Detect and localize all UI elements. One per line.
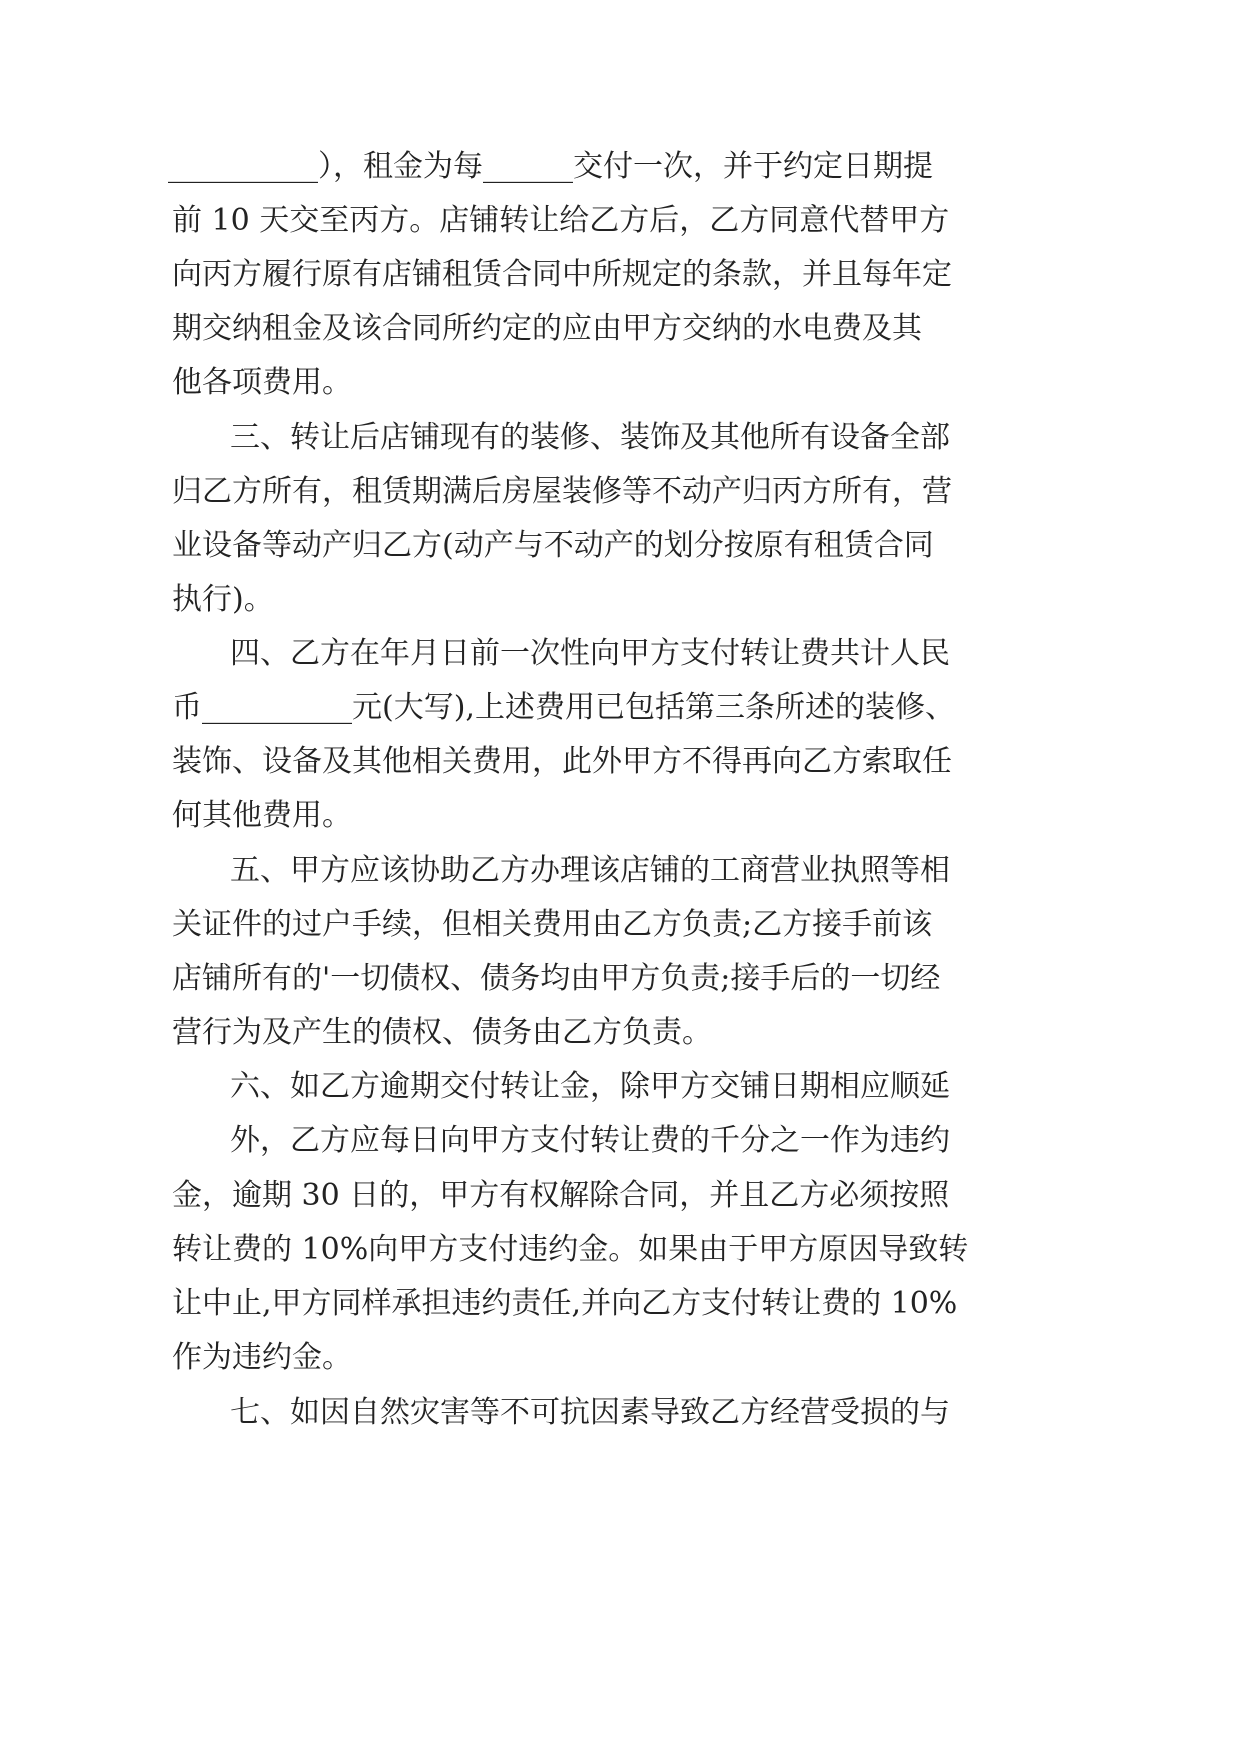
- text-line-content: 何其他费用。: [172, 798, 352, 833]
- text-line-content: 三、转让后店铺现有的装修、装饰及其他所有设备全部: [230, 420, 950, 455]
- text-line: [0, 1328, 1241, 1388]
- text-line-content: 关证件的过户手续，但相关费用由乙方负责;乙方接手前该: [172, 907, 933, 942]
- text-line-content: 转让费的 10%向甲方支付违约金。如果由于甲方原因导致转: [172, 1232, 969, 1267]
- text-line: [0, 191, 1241, 251]
- text-line-content: 向丙方履行原有店铺租赁合同中所规定的条款，并且每年定: [172, 257, 952, 292]
- text-line: [0, 841, 1241, 901]
- text-line: [0, 1057, 1241, 1117]
- text-line-content: 他各项费用。: [172, 365, 352, 400]
- text-line: [0, 570, 1241, 630]
- text-line: [0, 1111, 1241, 1171]
- text-line-content: 业设备等动产归乙方(动产与不动产的划分按原有租赁合同: [172, 528, 934, 563]
- text-line-content: 装饰、设备及其他相关费用，此外甲方不得再向乙方索取任: [172, 744, 952, 779]
- text-line-content: 外，乙方应每日向甲方支付转让费的千分之一作为违约: [230, 1123, 950, 1158]
- text-line-content: 期交纳租金及该合同所约定的应由甲方交纳的水电费及其: [172, 311, 922, 346]
- text-line-content: 币__________元(大写),上述费用已包括第三条所述的装修、: [172, 690, 955, 725]
- text-line-content: 七、如因自然灾害等不可抗因素导致乙方经营受损的与: [230, 1395, 950, 1430]
- text-line: [0, 895, 1241, 955]
- text-line-content: 店铺所有的'一切债权、债务均由甲方负责;接手后的一切经: [172, 961, 941, 996]
- text-line-content: 四、乙方在年月日前一次性向甲方支付转让费共计人民: [230, 636, 950, 671]
- text-line: [0, 245, 1241, 305]
- text-line-content: 前 10 天交至丙方。店铺转让给乙方后，乙方同意代替甲方: [172, 203, 950, 238]
- text-line: [0, 949, 1241, 1009]
- text-line-content: 执行)。: [172, 582, 274, 617]
- text-line: [0, 1166, 1241, 1226]
- text-line-content: 作为违约金。: [172, 1340, 352, 1375]
- text-line: [0, 1003, 1241, 1063]
- text-line: [0, 353, 1241, 413]
- text-line: [0, 1220, 1241, 1280]
- text-line: [0, 408, 1241, 468]
- text-line: [0, 516, 1241, 576]
- text-line: [0, 137, 1241, 197]
- text-line-content: 归乙方所有，租赁期满后房屋装修等不动产归丙方所有，营: [172, 474, 952, 509]
- text-line-content: 让中止,甲方同样承担违约责任,并向乙方支付转让费的 10%: [172, 1286, 958, 1321]
- text-line-content: 营行为及产生的债权、债务由乙方负责。: [172, 1015, 712, 1050]
- text-line: [0, 299, 1241, 359]
- text-line: [0, 786, 1241, 846]
- text-line: [0, 1383, 1241, 1443]
- text-line: [0, 732, 1241, 792]
- text-line: [0, 1274, 1241, 1334]
- text-line-content: 金，逾期 30 日的，甲方有权解除合同，并且乙方必须按照: [172, 1178, 950, 1213]
- text-line: [0, 462, 1241, 522]
- text-line-content: 五、甲方应该协助乙方办理该店铺的工商营业执照等相: [230, 853, 950, 888]
- text-line: [0, 624, 1241, 684]
- text-line-content: __________），租金为每______交付一次，并于约定日期提: [168, 149, 933, 184]
- text-line-content: 六、如乙方逾期交付转让金，除甲方交铺日期相应顺延: [230, 1069, 950, 1104]
- text-line: [0, 678, 1241, 738]
